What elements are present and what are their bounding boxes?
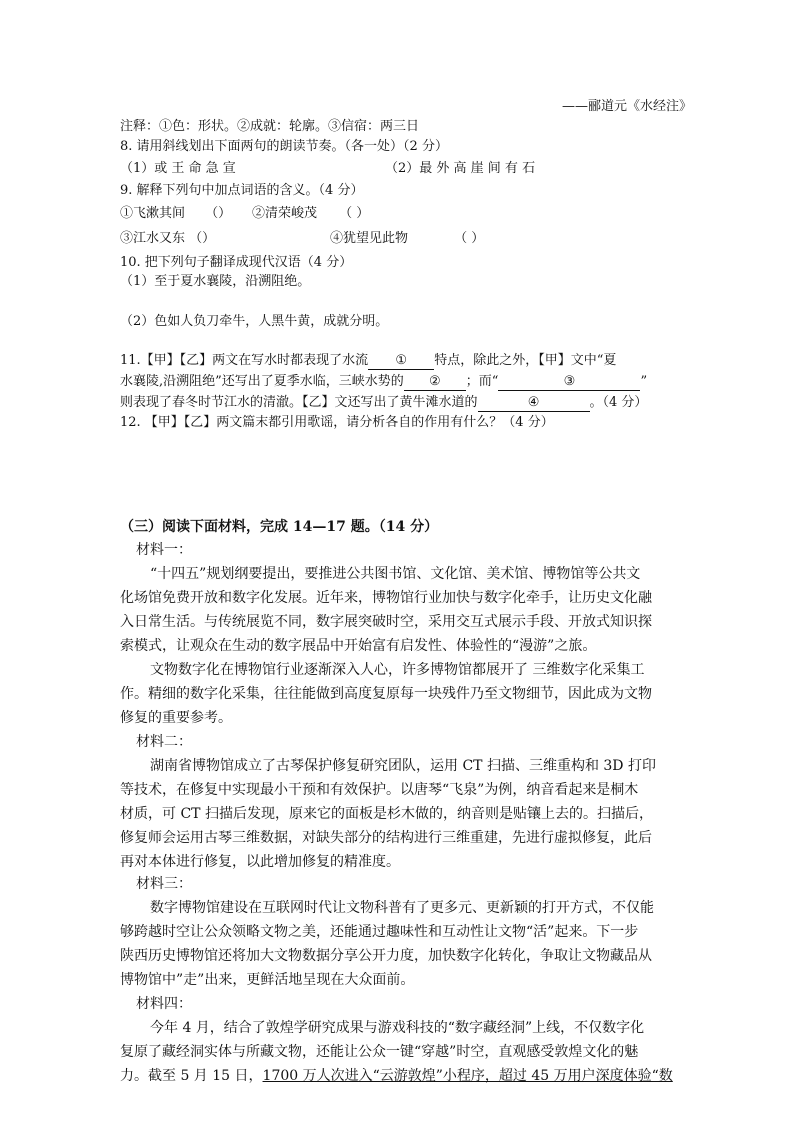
blank-3: ③ — [498, 374, 640, 391]
question-9-item-a-blank: （） — [205, 206, 232, 221]
source-citation: ——郦道元《水经注》 — [562, 99, 693, 114]
question-9-item-a — [120, 205, 231, 223]
material-2-line-2: 等技术，在修复中实现最小干预和有效保护。以唐琴“飞泉”为例，纳音看起来是桐木 — [120, 782, 639, 798]
material-2-line-4: 修复师会运用古琴三维数据，对缺失部分的结构进行三维重建，先进行虚拟修复，此后 — [120, 830, 652, 846]
material-2-line-5: 再对本体进行修复，以此增加修复的精准度。 — [120, 854, 400, 870]
material-4-line-2: 复原了藏经洞实体与所藏文物，还能让公众一键“穿越”时空，直观感受敦煌文化的魅 — [120, 1044, 639, 1060]
material-1-line-1: “十四五”规划纲要提出，要推进公共图书馆、文化馆、美术馆、博物馆等公共文 — [150, 566, 641, 582]
question-10-title: 10. 把下列句子翻译成现代汉语（4 分） — [120, 255, 353, 270]
question-8-title: 8. 请用斜线划出下面两句的朗读节奏。（各一处）（2 分） — [120, 139, 448, 154]
question-11-text-4: ；而“ — [465, 374, 499, 389]
material-3-line-1: 数字博物馆建设在互联网时代让文物科普有了更多元、更新颖的打开方式，不仅能 — [150, 900, 654, 916]
question-8-item-1: （1）或 王 命 急 宣 — [120, 161, 236, 176]
question-11-text-5: ” — [640, 374, 648, 389]
blank-4: ④ — [478, 395, 590, 412]
question-11-text-7: 。（4 分） — [589, 395, 648, 410]
question-11-line-2 — [120, 373, 647, 391]
material-1-line-7: 修复的重要参考。 — [120, 710, 232, 726]
question-11-text-3: 水襄陵,沿溯阻绝”还写出了夏季水临，三峡水势的 — [120, 374, 404, 389]
question-9-item-c-blank: （） — [189, 231, 216, 246]
question-9-item-b-blank: （ ） — [339, 206, 370, 221]
material-1-line-2: 化场馆免费开放和数字化发展。近年来，博物馆行业加快与数字化牵手，让历史文化融 — [120, 590, 652, 606]
question-12: 12. 【甲】【乙】两文篇末都引用歌谣，请分析各自的作用有什么？（4 分） — [120, 415, 554, 430]
blank-1: ① — [368, 353, 434, 370]
question-11-text-1: 11.【甲】【乙】两文在写水时都表现了水流 — [120, 353, 369, 368]
material-2-line-3: 材质，可 CT 扫描后发现，原来它的面板是杉木做的，纳音则是贴镶上去的。扫描后， — [120, 806, 653, 822]
question-9-item-d-blank: （ ） — [454, 231, 485, 246]
material-3-line-2: 够跨越时空让公众领略文物之美，还能通过趣味性和互动性让文物“活”起来。下一步 — [120, 924, 639, 940]
material-1-line-5: 文物数字化在博物馆行业逐渐深入人心，许多博物馆都展开了 三维数字化采集工 — [150, 662, 645, 678]
question-9-item-c-text: ③江水又东 — [120, 231, 186, 246]
material-4-line-3 — [120, 1066, 673, 1086]
material-4-line-3-text: 力。截至 5 月 15 日， — [120, 1068, 263, 1084]
material-1-line-3: 入日常生活。与传统展览不同，数字展突破时空，采用交互式展示手段、开放式知识探 — [120, 614, 652, 630]
question-9-item-a-text: ①飞漱其间 — [120, 206, 186, 221]
material-3-line-4: 博物馆中”走”出来，更鲜活地呈现在大众面前。 — [120, 972, 415, 988]
material-2-label: 材料二： — [136, 734, 192, 750]
question-9-item-d — [330, 230, 484, 248]
question-9-item-b-text: ②清荣峻茂 — [252, 206, 318, 221]
question-9-title: 9. 解释下列句中加点词语的含义。（4 分） — [120, 183, 364, 198]
question-10-item-2: （2）色如人负刀牵牛，人黑牛黄，成就分明。 — [120, 314, 389, 329]
material-1-line-4: 索模式，让观众在生动的数字展品中开始富有启发性、体验性的“漫游”之旅。 — [120, 638, 597, 654]
question-11-text-2: 特点，除此之外，【甲】文中“夏 — [434, 353, 617, 368]
question-11-line-1 — [120, 352, 616, 370]
section-3-title: （三）阅读下面材料，完成 14—17 题。（14 分） — [120, 519, 439, 535]
material-4-label: 材料四： — [136, 996, 192, 1012]
question-9-item-d-text: ④犹望见此物 — [330, 231, 409, 246]
question-11-text-6: 则表现了春冬时节江水的清澈。【乙】文还写出了黄牛滩水道的 — [120, 395, 478, 410]
blank-2: ② — [404, 374, 466, 391]
question-9-item-c — [120, 230, 215, 248]
question-8-item-2: （2）最 外 高 崖 间 有 石 — [385, 161, 536, 176]
material-4-line-1: 今年 4 月，结合了敦煌学研究成果与游戏科技的“数字藏经洞”上线，不仅数字化 — [150, 1020, 645, 1036]
material-2-line-1: 湖南省博物馆成立了古琴保护修复研究团队，运用 CT 扫描、三维重构和 3D 打印 — [150, 758, 656, 774]
question-11-line-3 — [120, 394, 647, 412]
material-3-line-3: 陕西历史博物馆还将加大文物数据分享公开力度，加快数字化转化，争取让文物藏品从 — [120, 948, 652, 964]
material-3-label: 材料三： — [136, 876, 192, 892]
material-1-line-6: 作。精细的数字化采集，往往能做到高度复原每一块残件乃至文物细节，因此成为文物 — [120, 686, 652, 702]
annotation-notes: 注释：①色：形状。②成就：轮廓。③信宿：两三日 — [120, 119, 420, 134]
question-9-item-b — [252, 205, 369, 223]
material-4-underlined-text: 1700 万人次进入“云游敦煌”小程序，超过 45 万用户深度体验“数 — [262, 1068, 673, 1084]
question-10-item-1: （1）至于夏水襄陵，沿溯阻绝。 — [120, 274, 311, 289]
material-1-label: 材料一： — [136, 542, 192, 558]
